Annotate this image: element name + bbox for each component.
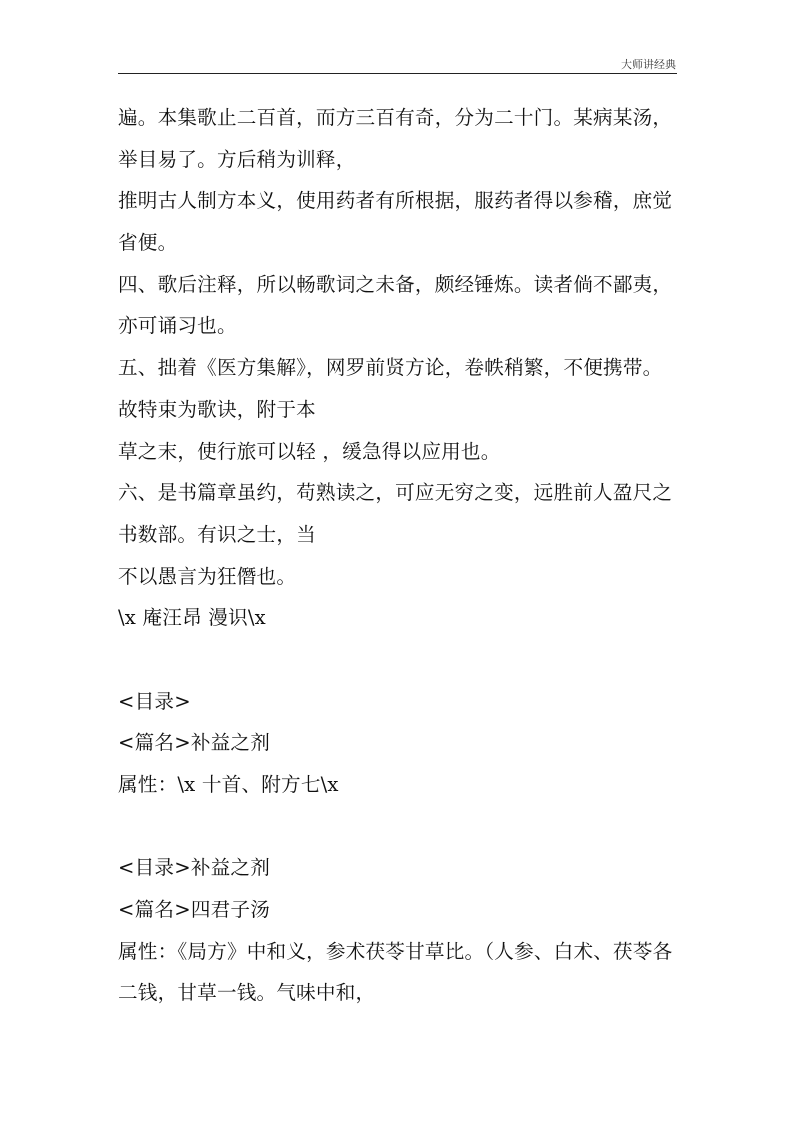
blank-line (118, 639, 680, 681)
text-line: 省便。 (118, 231, 178, 255)
text-line: <篇名>补益之剂 (118, 731, 270, 755)
text-line: <目录> (118, 689, 191, 713)
text-line: \x 庵汪昂 漫识\x (118, 606, 266, 630)
text-line: 不以愚言为狂僭也。 (118, 564, 297, 588)
text-line: 亦可诵习也。 (118, 314, 237, 338)
text-line: 举目易了。方后稍为训释， (118, 147, 356, 171)
text-line: 故特束为歌诀，附于本 (118, 397, 316, 421)
text-line: 书数部。有识之士，当 (118, 522, 316, 546)
text-line: 四、歌后注释，所以畅歌词之未备，颇经锤炼。读者倘不鄙夷， (118, 272, 673, 296)
text-line: 属性：\x 十首、附方七\x (118, 773, 339, 796)
text-line: <篇名>四君子汤 (118, 898, 270, 922)
text-line: 五、拙着《医方集解》，网罗前贤方论，卷帙稍繁，不便携带。 (118, 356, 663, 380)
text-line: 属性：《局方》中和义，参术茯苓甘草比。（人参、白术、茯苓各 (118, 939, 673, 963)
header-title: 大师讲经典 (621, 58, 676, 71)
blank-line (118, 806, 680, 848)
header-divider (118, 73, 677, 74)
text-line: 二钱，甘草一钱。气味中和， (118, 981, 376, 1005)
text-line: 遍。本集歌止二百首，而方三百有奇，分为二十门。某病某汤， (118, 106, 673, 129)
text-line: <目录>补益之剂 (118, 856, 270, 880)
text-line: 草之末，使行旅可以轻 ，缓急得以应用也。 (118, 439, 501, 463)
text-line: 推明古人制方本义，使用药者有所根据，服药者得以参稽，庶觉 (118, 189, 673, 213)
document-body (118, 97, 680, 1014)
text-line: 六、是书篇章虽约，苟熟读之，可应无穷之变，远胜前人盈尺之 (118, 481, 673, 505)
